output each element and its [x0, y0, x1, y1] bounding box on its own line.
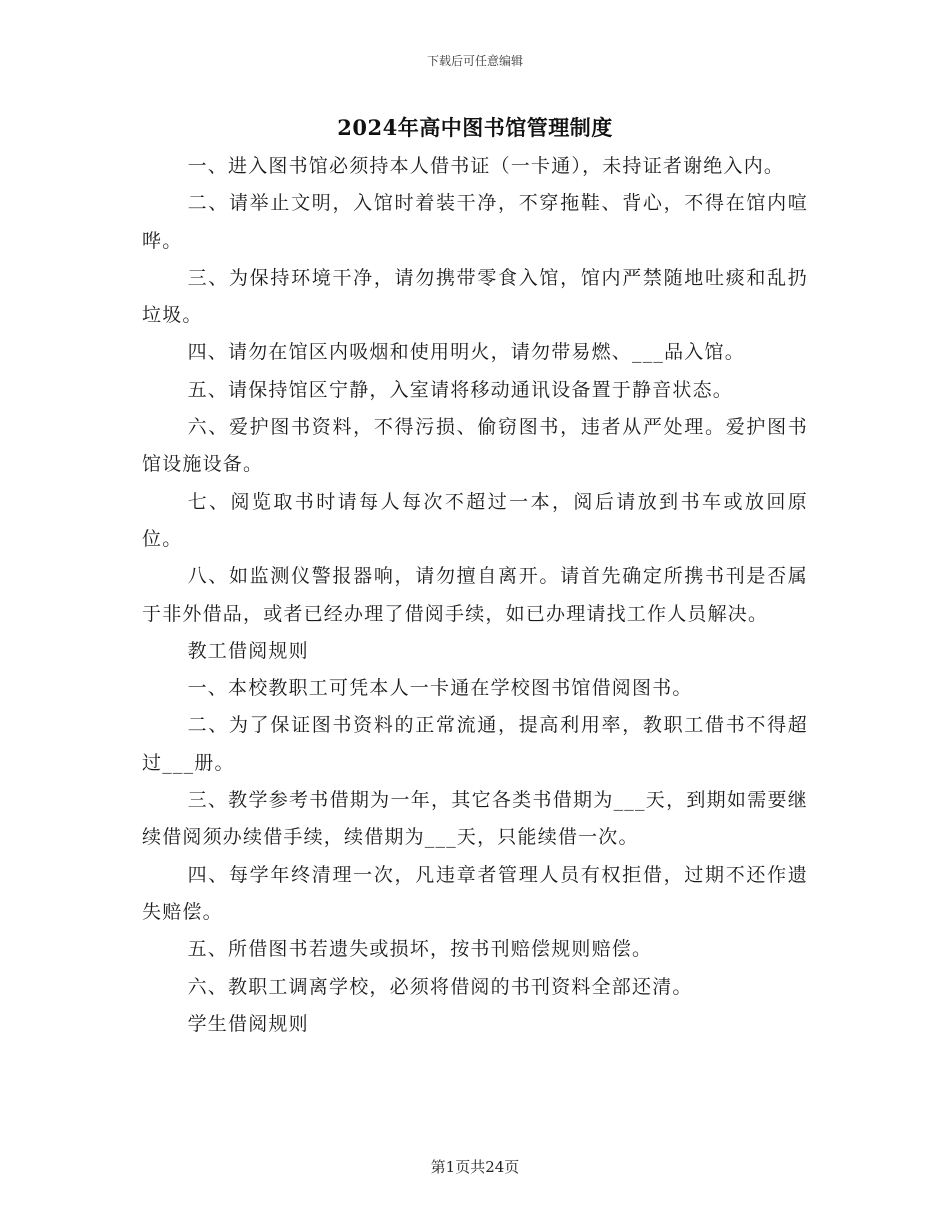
page-number: 第1页共24页: [430, 1158, 520, 1176]
page-header-note: 下载后可任意编辑: [426, 54, 523, 68]
paragraph: 五、所借图书若遗失或损坏，按书刊赔偿规则赔偿。: [187, 938, 653, 961]
paragraph: 二、为了保证图书资料的正常流通，提高利用率，教职工借书不得超过___册。: [142, 714, 808, 774]
paragraph: 三、教学参考书借期为一年，其它各类书借期为___天，到期如需要继续借阅须办续借手续，续借期为___天，只能续借一次。: [142, 789, 808, 849]
document-body: [142, 148, 808, 1043]
paragraph: 五、请保持馆区宁静，入室请将移动通讯设备置于静音状态。: [187, 378, 733, 401]
paragraph: 八、如监测仪警报器响，请勿擅自离开。请首先确定所携书刊是否属于非外借品，或者已经办理了借阅手续，如已办理请找工作人员解决。: [142, 565, 808, 625]
document-title: 2024年高中图书馆管理制度: [337, 115, 613, 140]
paragraph: 四、每学年终清理一次，凡违章者管理人员有权拒借，过期不还作遗失赔偿。: [142, 863, 808, 923]
paragraph: 七、阅览取书时请每人每次不超过一本，阅后请放到书车或放回原位。: [142, 490, 808, 550]
section-heading-student-rules: 学生借阅规则: [187, 1012, 309, 1035]
paragraph: 三、为保持环境干净，请勿携带零食入馆，馆内严禁随地吐痰和乱扔垃圾。: [142, 266, 808, 327]
paragraph: 一、本校教职工可凭本人一卡通在学校图书馆借阅图书。: [187, 677, 693, 700]
paragraph: 六、教职工调离学校，必须将借阅的书刊资料全部还清。: [187, 975, 693, 998]
paragraph: 一、进入图书馆必须持本人借书证（一卡通），未持证者谢绝入内。: [187, 155, 785, 177]
paragraph: 二、请举止文明，入馆时着装干净，不穿拖鞋、背心，不得在馆内喧哗。: [142, 192, 808, 252]
paragraph: 六、爱护图书资料，不得污损、偷窃图书，违者从严处理。爱护图书馆设施设备。: [142, 416, 808, 476]
paragraph: 四、请勿在馆区内吸烟和使用明火，请勿带易燃、___品入馆。: [187, 341, 745, 364]
section-heading-staff-rules: 教工借阅规则: [187, 639, 309, 662]
